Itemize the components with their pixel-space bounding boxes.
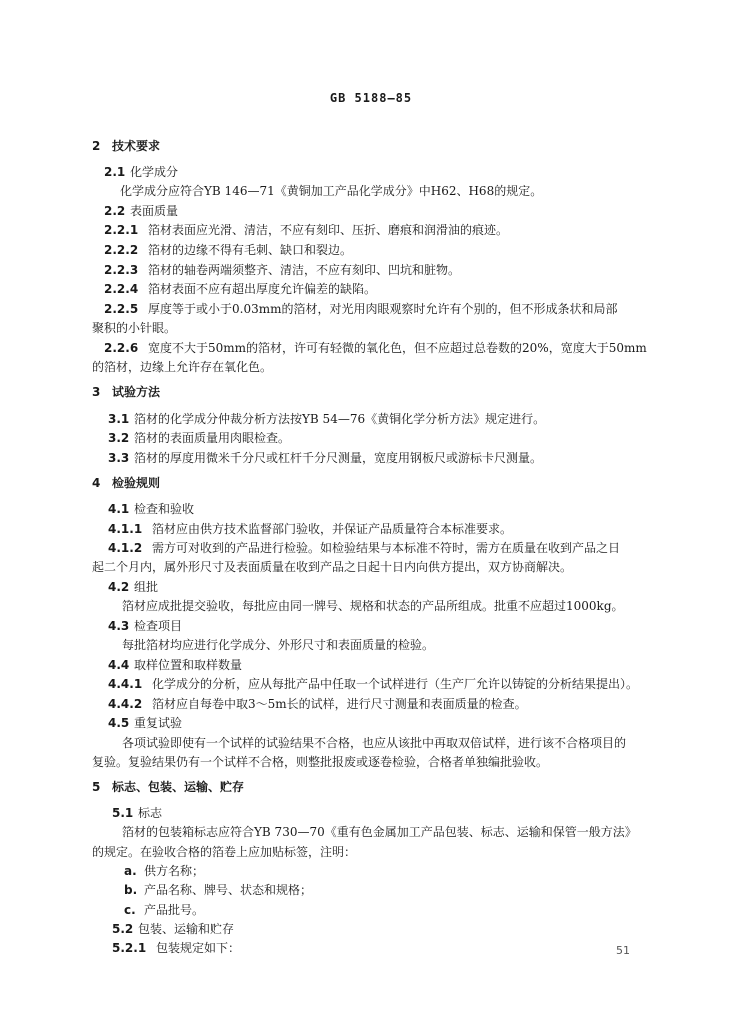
- clause-text: 表面质量: [130, 204, 179, 218]
- clause-text: 需方可对收到的产品进行检验。如检验结果与本标准不符时，需方在质量在收到产品之日: [152, 541, 621, 555]
- clause-s2-2-2: [104, 242, 352, 258]
- paragraph-line-s5-1-a: [122, 824, 637, 840]
- clause-text: 检查项目: [134, 619, 183, 633]
- paragraph-line-s2-2-6b: [92, 359, 272, 375]
- clause-s3-2: [108, 430, 290, 446]
- clause-text: 起二个月内，属外形尺寸及表面质量在收到产品之日起十日内向供方提出，双方协商解决。: [92, 560, 573, 574]
- clause-number: 3.3: [108, 451, 130, 465]
- clause-s4-5: [108, 715, 182, 731]
- clause-number: a.: [124, 864, 137, 878]
- paragraph-line-s5-1-b: [92, 844, 356, 860]
- clause-number: 2.2: [104, 204, 126, 218]
- page-number: 51: [616, 944, 630, 957]
- clause-number: 4.4.1: [108, 677, 143, 691]
- clause-s2-2-6: [104, 340, 647, 356]
- paragraph-line-s2-2-5b: [92, 320, 176, 336]
- clause-text: 箔材的包装箱标志应符合YB 730—70《重有色金属加工产品包装、标志、运输和保管一般方法》: [122, 825, 637, 839]
- clause-s2-2-5: [104, 301, 617, 317]
- clause-s5-2: [112, 921, 234, 937]
- clause-text: 化学成分: [130, 165, 179, 179]
- clause-s5-2-1: [112, 940, 240, 956]
- clause-text: 取样位置和取样数量: [134, 658, 243, 672]
- clause-number: 2.2.4: [104, 282, 139, 296]
- clause-s5-1-ic: [124, 902, 204, 918]
- clause-s3-3: [108, 450, 542, 466]
- clause-text: 厚度等于或小于0.03mm的箔材，对光用肉眼观察时允许有个别的，但不形成条状和局部: [148, 302, 618, 316]
- clause-text: 箔材的表面质量用肉眼检查。: [134, 431, 291, 445]
- clause-s2-2: [104, 203, 178, 219]
- clause-text: 每批箔材均应进行化学成分、外形尺寸和表面质量的检验。: [122, 638, 435, 652]
- clause-number: 2.1: [104, 165, 126, 179]
- clause-s5-1: [112, 805, 162, 821]
- clause-text: 箔材表面应光滑、清洁，不应有刻印、压折、磨痕和润滑油的痕迹。: [148, 223, 509, 237]
- clause-text: 试验方法: [112, 385, 161, 399]
- clause-text: 各项试验即使有一个试样的试验结果不合格，也应从该批中再取双倍试样，进行该不合格项目的: [122, 736, 627, 750]
- clause-text: 包装、运输和贮存: [138, 922, 235, 936]
- clause-text: 箔材的厚度用微米千分尺或杠杆千分尺测量，宽度用钢板尺或游标卡尺测量。: [134, 451, 543, 465]
- clause-text: 的箔材，边缘上允许存在氧化色。: [92, 360, 273, 374]
- clause-number: c.: [124, 903, 136, 917]
- clause-number: 4: [92, 476, 101, 490]
- clause-number: 5.2: [112, 922, 134, 936]
- clause-s2-2-3: [104, 262, 460, 278]
- clause-number: 4.3: [108, 619, 130, 633]
- clause-s4-4: [108, 657, 242, 673]
- clause-s2-2-4: [104, 281, 376, 297]
- clause-s5-1-ib: [124, 882, 312, 898]
- clause-text: 箔材应由供方技术监督部门验收，并保证产品质量符合本标准要求。: [152, 522, 513, 536]
- clause-number: 2.2.2: [104, 243, 139, 257]
- clause-text: 标志: [138, 806, 163, 820]
- clause-text: 化学成分应符合YB 146—71《黄铜加工产品化学成分》中H62、H68的规定。: [120, 184, 543, 198]
- clause-s4-2: [108, 579, 158, 595]
- clause-text: 聚积的小针眼。: [92, 321, 177, 335]
- clause-text: 供方名称；: [144, 864, 205, 878]
- clause-s3-1: [108, 411, 545, 427]
- clause-number: 5: [92, 780, 101, 794]
- clause-text: 重复试验: [134, 716, 183, 730]
- clause-number: 5.1: [112, 806, 134, 820]
- paragraph-line-s4-1-2b: [92, 559, 572, 575]
- clause-s3: [92, 384, 160, 400]
- clause-number: 4.5: [108, 716, 130, 730]
- clause-s2-2-1: [104, 222, 508, 238]
- clause-number: b.: [124, 883, 138, 897]
- clause-text: 包装规定如下：: [156, 941, 241, 955]
- clause-number: 4.4.2: [108, 697, 143, 711]
- clause-text: 箔材应自每卷中取3～5m长的试样，进行尺寸测量和表面质量的检查。: [152, 697, 527, 711]
- clause-s4-1-1: [108, 521, 512, 537]
- clause-number: 2.2.3: [104, 263, 139, 277]
- paragraph-line-s2-1-a: [120, 183, 542, 199]
- clause-text: 箔材应成批提交验收，每批应由同一牌号、规格和状态的产品所组成。批重不应超过1000kg。: [122, 599, 624, 613]
- clause-text: 检查和验收: [134, 502, 195, 516]
- clause-s2: [92, 138, 160, 154]
- clause-s4-1: [108, 501, 194, 517]
- clause-text: 产品批号。: [144, 903, 205, 917]
- clause-s5-1-ia: [124, 863, 204, 879]
- clause-text: 技术要求: [112, 139, 161, 153]
- clause-s5: [92, 779, 244, 795]
- clause-text: 标志、包装、运输、贮存: [112, 780, 245, 794]
- clause-number: 2.2.1: [104, 223, 139, 237]
- clause-number: 4.2: [108, 580, 130, 594]
- clause-s2-1: [104, 164, 178, 180]
- clause-text: 检验规则: [112, 476, 161, 490]
- clause-number: 3: [92, 385, 101, 399]
- clause-s4-4-2: [108, 696, 527, 712]
- clause-number: 4.1.2: [108, 541, 143, 555]
- clause-text: 箔材表面不应有超出厚度允许偏差的缺陷。: [148, 282, 377, 296]
- clause-number: 5.2.1: [112, 941, 147, 955]
- clause-text: 箔材的轴卷两端须整齐、清洁，不应有刻印、凹坑和脏物。: [148, 263, 461, 277]
- paragraph-line-s4-2-a: [122, 598, 624, 614]
- clause-s4: [92, 475, 160, 491]
- clause-number: 4.4: [108, 658, 130, 672]
- clause-number: 2.2.6: [104, 341, 139, 355]
- paragraph-line-s4-5-a: [122, 735, 626, 751]
- clause-text: 产品名称、牌号、状态和规格；: [144, 883, 313, 897]
- clause-number: 3.2: [108, 431, 130, 445]
- clause-number: 3.1: [108, 412, 130, 426]
- clause-text: 宽度不大于50mm的箔材，许可有轻微的氧化色，但不应超过总卷数的20%，宽度大于50mm: [148, 341, 647, 355]
- clause-s4-1-2: [108, 540, 620, 556]
- clause-number: 2.2.5: [104, 302, 139, 316]
- standard-header: GB 5188—85: [329, 91, 413, 105]
- clause-text: 组批: [134, 580, 159, 594]
- clause-text: 箔材的边缘不得有毛刺、缺口和裂边。: [148, 243, 353, 257]
- clause-number: 2: [92, 139, 101, 153]
- clause-text: 复验。复验结果仍有一个试样不合格，则整批报废或逐卷检验，合格者单独编批验收。: [92, 755, 549, 769]
- clause-number: 4.1: [108, 502, 130, 516]
- clause-s4-4-1: [108, 676, 638, 692]
- paragraph-line-s4-3-a: [122, 637, 434, 653]
- clause-s4-3: [108, 618, 182, 634]
- clause-text: 化学成分的分析，应从每批产品中任取一个试样进行（生产厂允许以铸锭的分析结果提出）。: [152, 677, 639, 691]
- clause-text: 箔材的化学成分仲裁分析方法按YB 54—76《黄铜化学分析方法》规定进行。: [134, 412, 546, 426]
- paragraph-line-s4-5-b: [92, 754, 548, 770]
- clause-text: 的规定。在验收合格的箔卷上应加贴标签，注明：: [92, 845, 357, 859]
- clause-number: 4.1.1: [108, 522, 143, 536]
